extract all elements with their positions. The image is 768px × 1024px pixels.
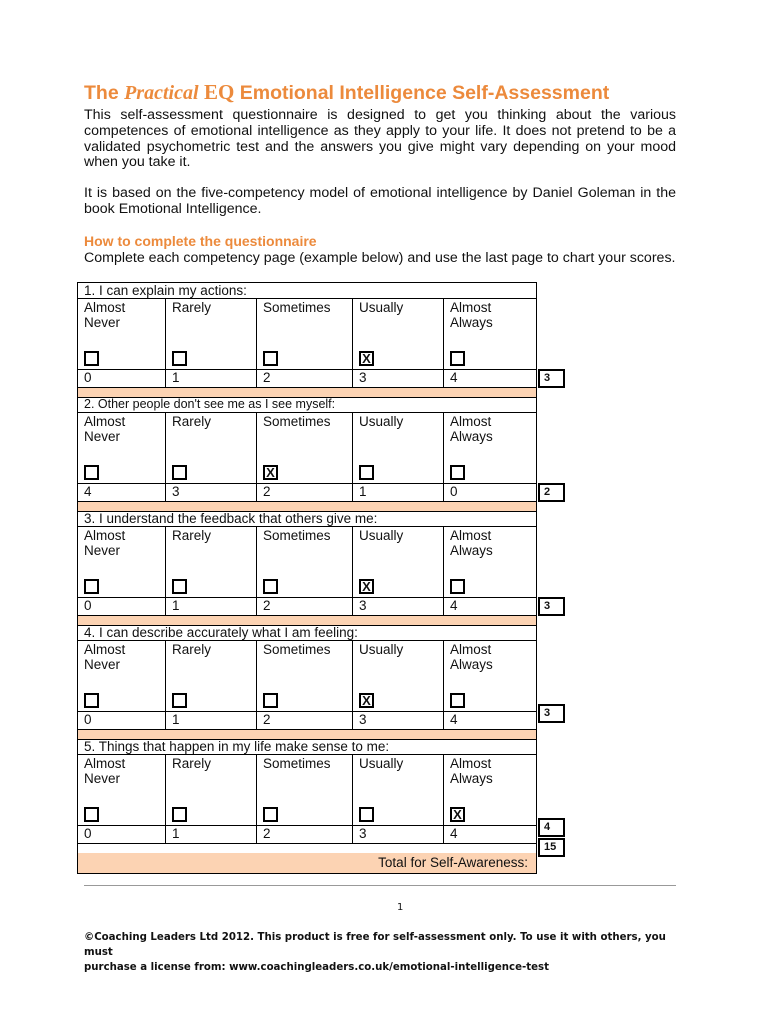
option-label: Almost Never	[84, 642, 126, 672]
questionnaire-table	[77, 282, 537, 874]
option-label: Rarely	[172, 642, 212, 657]
option-label: Rarely	[172, 756, 212, 771]
how-to-heading: How to complete the questionnaire	[84, 233, 317, 249]
option-label: Sometimes	[263, 528, 331, 543]
option-label: Almost Always	[450, 642, 493, 672]
question-text: 5. Things that happen in my life make sense to me:	[78, 739, 536, 755]
answer-checkbox[interactable]	[84, 579, 99, 594]
score-value: 2	[257, 826, 353, 843]
how-to-instruction: Complete each competency page (example below) and use the last page to chart your scores.	[84, 250, 676, 266]
answer-checkbox[interactable]	[172, 351, 187, 366]
options-row	[78, 755, 536, 826]
option-label: Usually	[359, 528, 404, 543]
answer-checkbox[interactable]	[172, 693, 187, 708]
score-value: 1	[353, 484, 444, 501]
score-row	[78, 598, 536, 616]
option-cell	[166, 755, 257, 825]
option-cell	[257, 641, 353, 711]
option-label: Sometimes	[263, 300, 331, 315]
score-row	[78, 484, 536, 502]
question-result-box: 4	[538, 818, 565, 837]
option-cell	[353, 527, 444, 597]
answer-checkbox[interactable]	[84, 465, 99, 480]
question-text: 4. I can describe accurately what I am feeling:	[78, 625, 536, 641]
answer-checkbox[interactable]	[84, 693, 99, 708]
score-value: 2	[257, 598, 353, 615]
question-block	[78, 625, 536, 739]
score-value: 4	[450, 712, 458, 727]
answer-checkbox-checked[interactable]: X	[359, 693, 374, 708]
title-brand-practical: Practical	[124, 82, 199, 104]
option-label: Rarely	[172, 414, 212, 429]
score-value: 1	[166, 598, 257, 615]
option-label: Almost Never	[84, 528, 126, 558]
option-label: Almost Always	[450, 414, 493, 444]
title-rest: Emotional Intelligence Self-Assessment	[239, 82, 610, 104]
score-value: 1	[166, 370, 257, 387]
question-block	[78, 511, 536, 625]
option-cell	[257, 755, 353, 825]
answer-checkbox[interactable]	[172, 807, 187, 822]
option-cell	[78, 413, 166, 483]
score-value: 4	[450, 826, 458, 841]
option-label: Sometimes	[263, 756, 331, 771]
score-value: 4	[450, 598, 458, 613]
page-number: 1	[397, 902, 404, 913]
option-cell	[444, 413, 536, 483]
option-cell	[444, 755, 536, 825]
option-cell	[166, 413, 257, 483]
answer-checkbox-checked[interactable]: X	[359, 579, 374, 594]
option-label: Usually	[359, 414, 404, 429]
option-label: Almost Never	[84, 414, 126, 444]
answer-checkbox[interactable]	[172, 579, 187, 594]
option-cell	[353, 413, 444, 483]
score-value: 0	[450, 484, 458, 499]
score-value: 1	[166, 712, 257, 729]
total-score-box: 15	[538, 838, 565, 857]
score-value: 0	[78, 370, 166, 387]
score-value: 2	[257, 484, 353, 501]
score-value: 3	[353, 370, 444, 387]
intro-paragraph-2: It is based on the five-competency model of emotional intelligence by Daniel Goleman in the book Emotional Intelligence.	[84, 185, 676, 217]
option-cell	[444, 641, 536, 711]
score-value: 0	[78, 598, 166, 615]
answer-checkbox[interactable]	[359, 465, 374, 480]
score-value: 0	[78, 712, 166, 729]
answer-checkbox[interactable]	[450, 465, 465, 480]
answer-checkbox[interactable]	[84, 351, 99, 366]
option-cell	[166, 299, 257, 369]
options-row	[78, 413, 536, 484]
answer-checkbox-checked[interactable]: X	[263, 465, 278, 480]
title-brand-eq: EQ	[203, 80, 235, 104]
footer-divider	[84, 885, 676, 886]
answer-checkbox[interactable]	[263, 807, 278, 822]
copyright-line-1: ©Coaching Leaders Ltd 2012. This product is free for self-assessment only. To use it with others, you must	[84, 932, 666, 958]
score-row	[78, 712, 536, 730]
option-cell	[353, 299, 444, 369]
score-row	[78, 370, 536, 388]
page-title	[84, 80, 609, 105]
answer-checkbox[interactable]	[263, 693, 278, 708]
question-result-box: 3	[538, 597, 565, 616]
option-cell	[257, 413, 353, 483]
option-label: Almost Always	[450, 528, 493, 558]
question-text: 3. I understand the feedback that others give me:	[78, 511, 536, 527]
answer-checkbox[interactable]	[359, 807, 374, 822]
answer-checkbox[interactable]	[450, 693, 465, 708]
option-label: Usually	[359, 756, 404, 771]
total-label: Total for Self-Awareness:	[78, 853, 536, 874]
answer-checkbox[interactable]	[450, 351, 465, 366]
score-value: 4	[450, 370, 458, 385]
answer-checkbox[interactable]	[263, 351, 278, 366]
option-label: Sometimes	[263, 414, 331, 429]
score-row	[78, 826, 536, 844]
score-value: 2	[257, 712, 353, 729]
question-block	[78, 397, 536, 511]
option-label: Almost Always	[450, 300, 493, 330]
answer-checkbox[interactable]	[450, 579, 465, 594]
answer-checkbox-checked[interactable]: X	[359, 351, 374, 366]
option-cell	[166, 641, 257, 711]
score-value: 1	[166, 826, 257, 843]
question-text: 1. I can explain my actions:	[78, 283, 536, 299]
option-label: Rarely	[172, 300, 212, 315]
score-value: 3	[353, 598, 444, 615]
score-value: 0	[78, 826, 166, 843]
option-cell	[166, 527, 257, 597]
question-text: 2. Other people don't see me as I see myself:	[78, 397, 536, 413]
option-label: Usually	[359, 642, 404, 657]
score-value: 4	[78, 484, 166, 501]
option-cell	[257, 527, 353, 597]
score-value: 2	[257, 370, 353, 387]
intro-paragraph-1: This self-assessment questionnaire is designed to get you thinking about the various competences of emotional intelligence as they apply to your life. It does not pretend to be a validated psychometric test and the answers you give might vary depending on your mood when you take it.	[84, 107, 676, 171]
question-block	[78, 739, 536, 853]
answer-checkbox[interactable]	[172, 465, 187, 480]
option-cell	[257, 299, 353, 369]
answer-checkbox[interactable]	[263, 579, 278, 594]
option-label: Sometimes	[263, 642, 331, 657]
option-cell	[78, 527, 166, 597]
question-result-box: 3	[538, 704, 565, 723]
option-cell	[444, 299, 536, 369]
option-cell	[444, 527, 536, 597]
option-label: Almost Never	[84, 756, 126, 786]
answer-checkbox[interactable]	[84, 807, 99, 822]
question-result-box: 3	[538, 369, 565, 388]
option-cell	[353, 641, 444, 711]
option-cell	[353, 755, 444, 825]
score-value: 3	[166, 484, 257, 501]
title-prefix: The	[84, 82, 119, 104]
option-cell	[78, 755, 166, 825]
option-label: Almost Always	[450, 756, 493, 786]
question-result-box: 2	[538, 483, 565, 502]
score-value: 3	[353, 826, 444, 843]
copyright-footer	[84, 930, 684, 975]
option-cell	[78, 641, 166, 711]
options-row	[78, 641, 536, 712]
score-value: 3	[353, 712, 444, 729]
question-block	[78, 283, 536, 397]
copyright-line-2: purchase a license from: www.coachingleaders.co.uk/emotional-intelligence-test	[84, 962, 549, 973]
options-row	[78, 527, 536, 598]
option-label: Rarely	[172, 528, 212, 543]
options-row	[78, 299, 536, 370]
answer-checkbox-checked[interactable]: X	[450, 807, 465, 822]
option-label: Usually	[359, 300, 404, 315]
option-cell	[78, 299, 166, 369]
option-label: Almost Never	[84, 300, 126, 330]
